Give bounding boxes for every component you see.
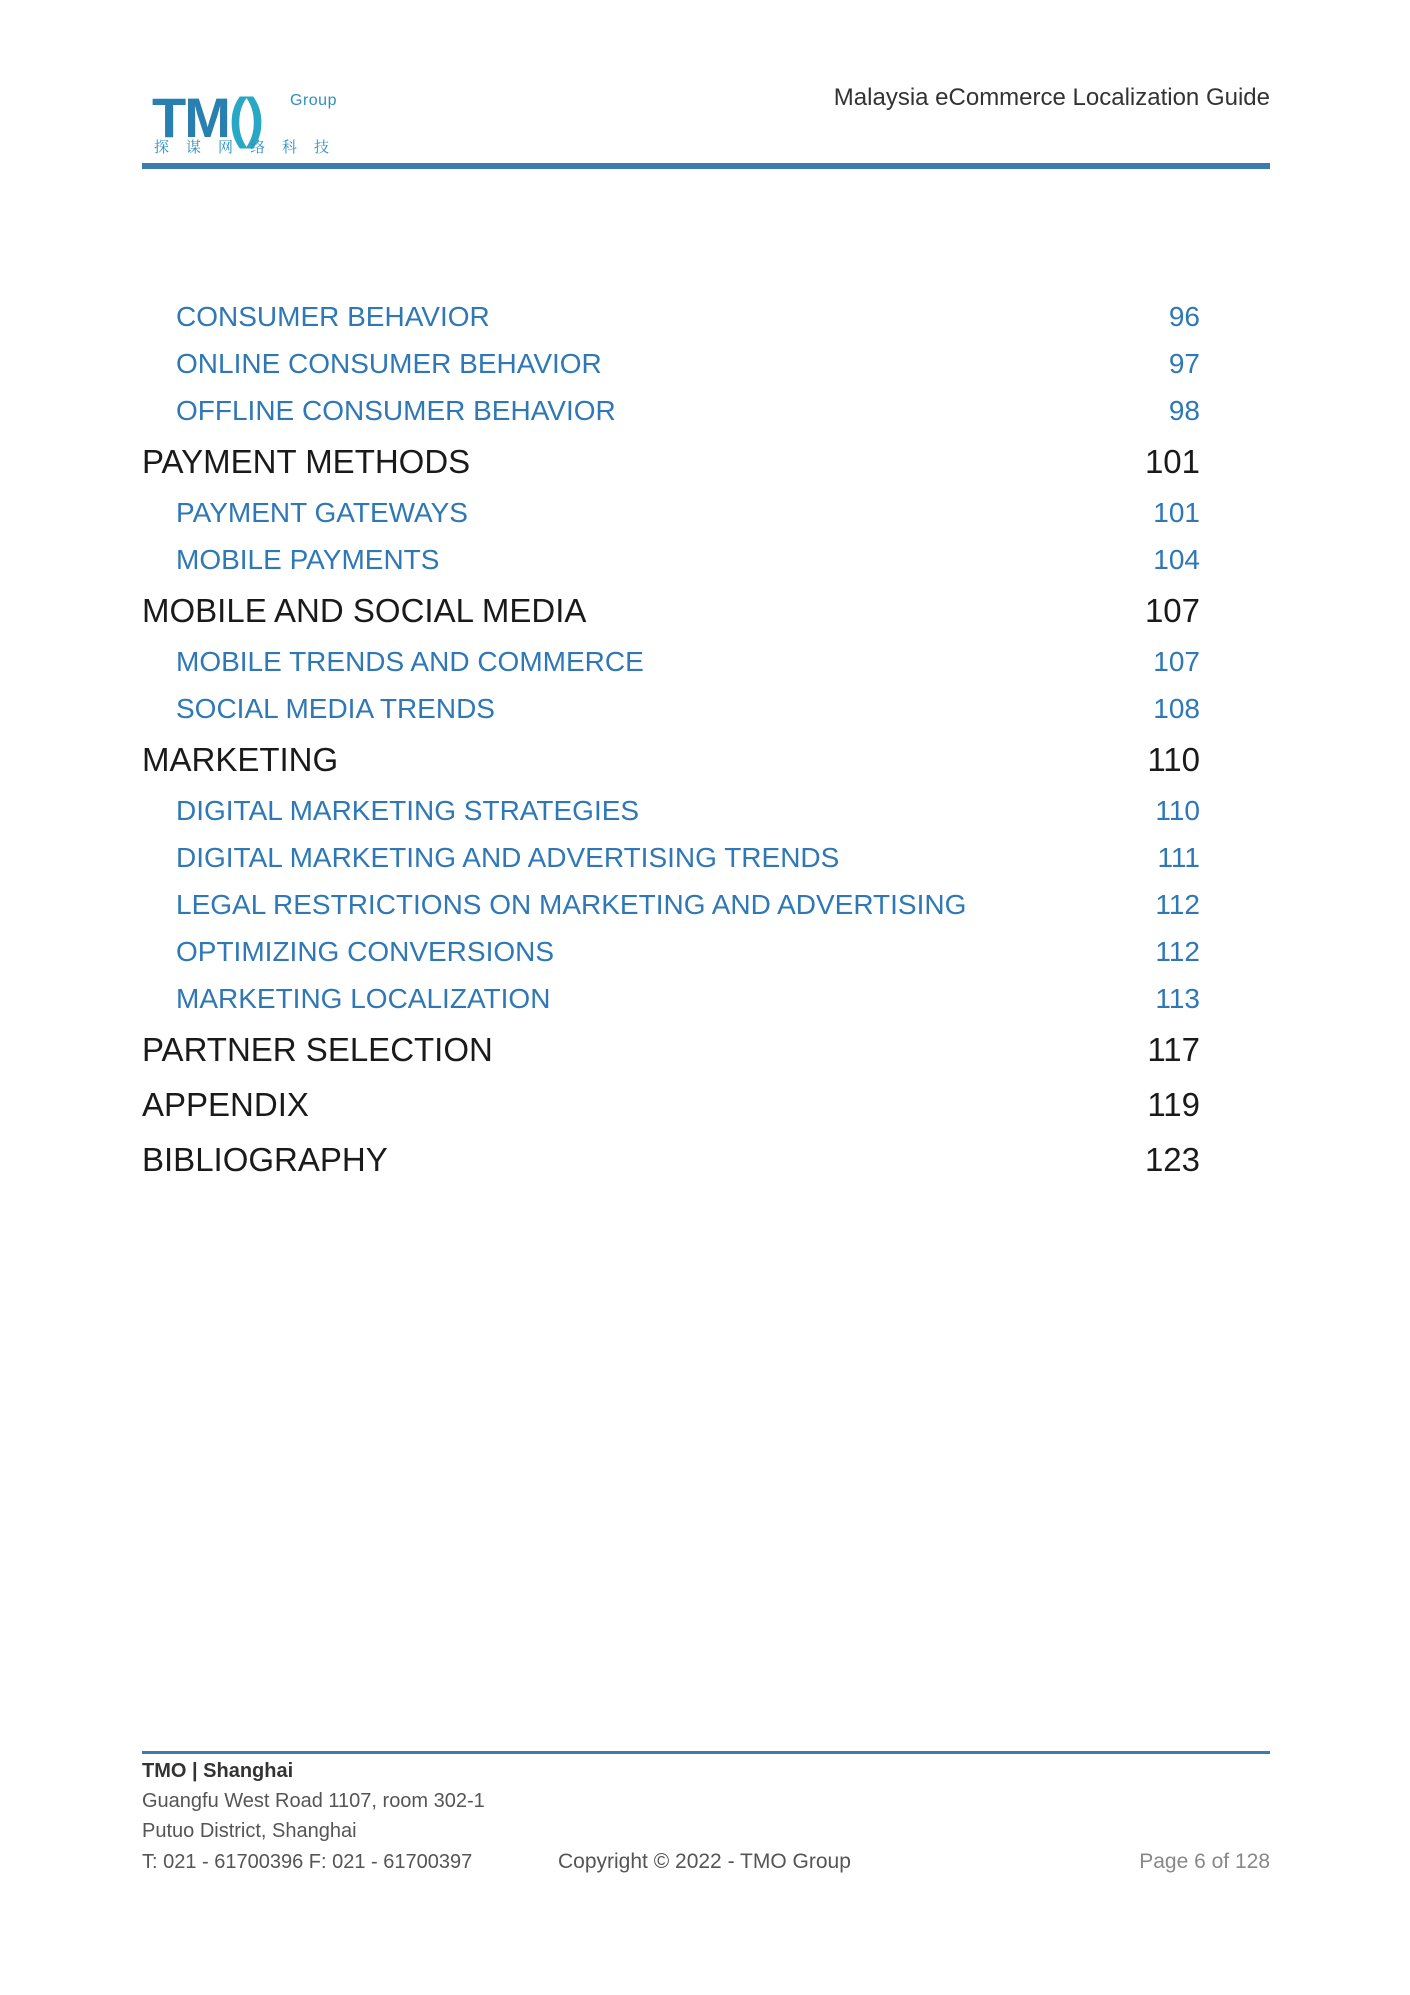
toc-entry-title: DIGITAL MARKETING STRATEGIES: [176, 795, 640, 826]
toc-entry-page-number: 98: [1168, 395, 1200, 426]
toc-entry-title: MOBILE AND SOCIAL MEDIA: [142, 592, 587, 629]
footer-copyright: Copyright © 2022 - TMO Group: [558, 1850, 851, 1873]
toc-entry-page-number: 107: [1153, 646, 1200, 677]
toc-subsection-entry[interactable]: [142, 975, 1200, 1022]
toc-section-entry[interactable]: [142, 732, 1200, 787]
toc-subsection-entry[interactable]: [142, 787, 1200, 834]
footer-organization: TMO | Shanghai: [142, 1760, 294, 1782]
toc-entry-title: MARKETING: [142, 741, 339, 778]
toc-subsection-entry[interactable]: [142, 536, 1200, 583]
toc-subsection-entry[interactable]: [142, 340, 1200, 387]
document-title: Malaysia eCommerce Localization Guide: [833, 84, 1270, 111]
toc-section-entry[interactable]: [142, 1022, 1200, 1077]
toc-entry-title: APPENDIX: [142, 1086, 309, 1123]
toc-subsection-entry[interactable]: [142, 489, 1200, 536]
toc-entry-page-number: 104: [1153, 544, 1200, 575]
toc-entry-page-number: 112: [1155, 889, 1200, 920]
toc-section-entry[interactable]: [142, 1132, 1200, 1187]
toc-entry-page-number: 108: [1153, 693, 1200, 724]
toc-entry-page-number: 110: [1147, 741, 1200, 778]
toc-entry-page-number: 111: [1157, 842, 1200, 873]
toc-entry-title: SOCIAL MEDIA TRENDS: [176, 693, 495, 724]
logo-group-text: Group: [290, 92, 337, 109]
toc-entry-page-number: 123: [1144, 1141, 1200, 1178]
toc-entry-page-number: 119: [1147, 1086, 1200, 1123]
toc-subsection-entry[interactable]: [142, 293, 1200, 340]
toc-entry-page-number: 110: [1155, 795, 1200, 826]
toc-entry-title: MARKETING LOCALIZATION: [176, 983, 551, 1014]
footer-phone-fax: T: 021 - 61700396 F: 021 - 61700397: [142, 1851, 473, 1873]
toc-entry-title: MOBILE PAYMENTS: [176, 544, 440, 575]
footer-divider: [142, 1751, 1270, 1754]
logo-wordmark-tm: TM: [152, 86, 229, 149]
toc-entry-page-number: 117: [1147, 1031, 1200, 1068]
toc-entry-page-number: 97: [1168, 348, 1200, 379]
toc-entry-page-number: 101: [1153, 497, 1200, 528]
toc-entry-title: ONLINE CONSUMER BEHAVIOR: [176, 348, 602, 379]
toc-entry-title: PAYMENT GATEWAYS: [176, 497, 468, 528]
toc-subsection-entry[interactable]: [142, 638, 1200, 685]
toc-entry-title: OPTIMIZING CONVERSIONS: [176, 936, 555, 967]
toc-subsection-entry[interactable]: [142, 834, 1200, 881]
toc-entry-title: PAYMENT METHODS: [142, 443, 471, 480]
toc-entry-page-number: 101: [1144, 443, 1200, 480]
footer-address-line-2: Putuo District, Shanghai: [142, 1820, 357, 1842]
toc-section-entry[interactable]: [142, 434, 1200, 489]
toc-subsection-entry[interactable]: [142, 387, 1200, 434]
tmo-group-logo: [142, 88, 362, 160]
toc-entry-title: LEGAL RESTRICTIONS ON MARKETING AND ADVERTISING: [176, 889, 967, 920]
toc-entry-title: CONSUMER BEHAVIOR: [176, 301, 490, 332]
toc-entry-page-number: 107: [1144, 592, 1200, 629]
toc-entry-page-number: 112: [1155, 936, 1200, 967]
header-divider: [142, 163, 1270, 169]
footer-address-line-1: Guangfu West Road 1107, room 302-1: [142, 1790, 485, 1812]
logo-wordmark-o: (): [228, 86, 263, 149]
toc-entry-title: MOBILE TRENDS AND COMMERCE: [176, 646, 644, 677]
toc-section-entry[interactable]: [142, 583, 1200, 638]
table-of-contents: [142, 293, 1200, 1187]
page-number: Page 6 of 128: [1139, 1850, 1270, 1873]
toc-entry-page-number: 96: [1168, 301, 1200, 332]
toc-entry-title: BIBLIOGRAPHY: [142, 1141, 388, 1178]
toc-entry-page-number: 113: [1155, 983, 1200, 1014]
toc-subsection-entry[interactable]: [142, 685, 1200, 732]
toc-subsection-entry[interactable]: [142, 928, 1200, 975]
logo-chinese-text: 探谋网络科技: [154, 138, 347, 156]
toc-entry-title: DIGITAL MARKETING AND ADVERTISING TRENDS: [176, 842, 840, 873]
toc-section-entry[interactable]: [142, 1077, 1200, 1132]
toc-entry-title: PARTNER SELECTION: [142, 1031, 493, 1068]
toc-entry-title: OFFLINE CONSUMER BEHAVIOR: [176, 395, 616, 426]
toc-subsection-entry[interactable]: [142, 881, 1200, 928]
